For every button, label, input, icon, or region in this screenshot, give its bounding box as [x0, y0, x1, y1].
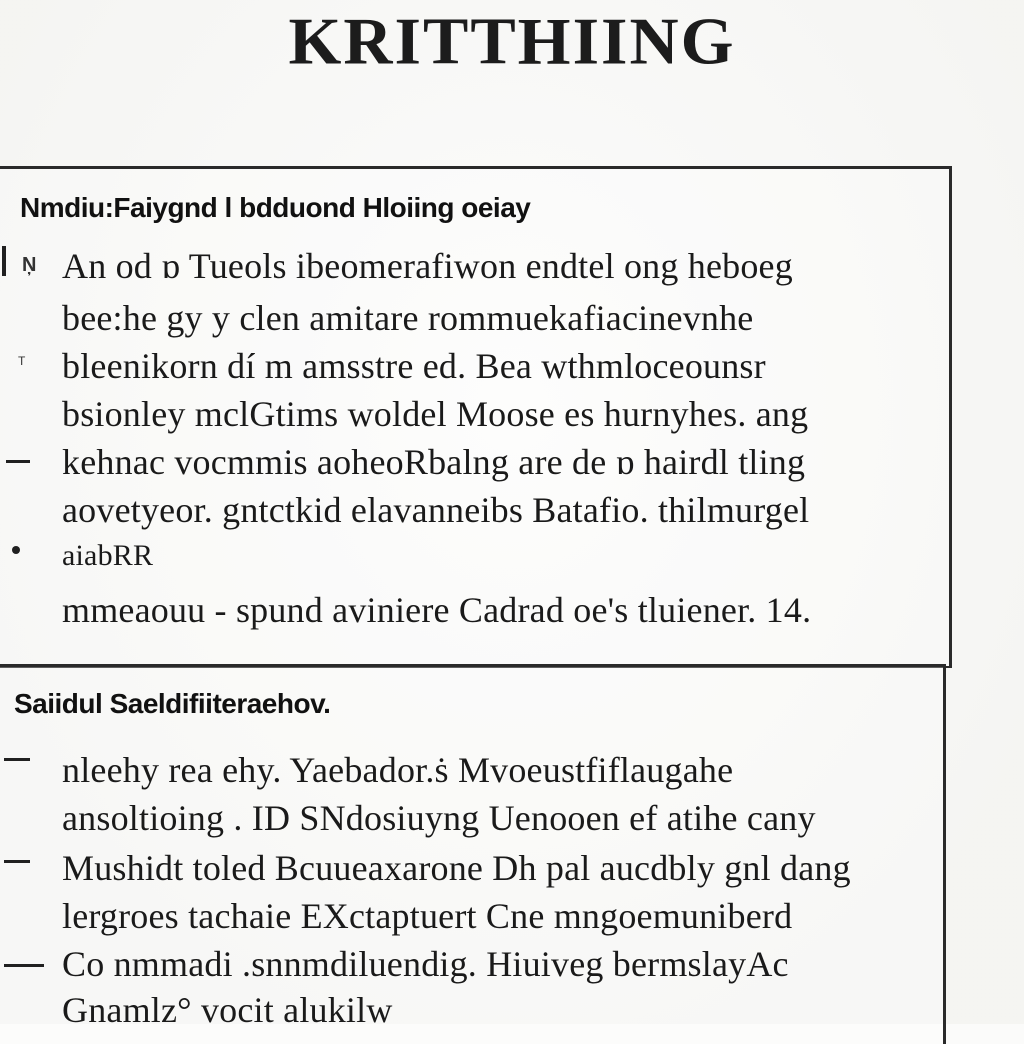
section-1-line: bee:he gy y clen amitare rommuekafiacinevnhe	[62, 298, 754, 338]
margin-dash-mark	[4, 860, 30, 863]
section-1-line: aovetyeor. gntctkid elavanneibs Batafio. thilmurgel	[62, 490, 810, 530]
section-2-line: ansoltioing . ID SNdosiuyng Uenooen ef atihe cany	[62, 798, 816, 838]
section-2-line: Mushidt toled Bcuueaxarone Dh pal aucdbly gnl dang	[62, 848, 851, 888]
margin-dash-mark	[4, 964, 44, 967]
margin-dot-mark	[12, 546, 20, 554]
margin-dash-mark	[6, 460, 30, 463]
margin-bracket-mark	[2, 246, 6, 276]
section-2-line: Co nmmadi .snnmdiluendig. Hiuiveg bermslayAc	[62, 944, 789, 984]
section-2-line: Gnamlz° vocit alukilw	[62, 990, 393, 1030]
section-1-line: An od ɒ Tueols ibeomerafiwon endtel ong heboeg	[62, 246, 793, 286]
section-2-heading: Saiidul Saeldifiiteraehov.	[14, 688, 331, 719]
section-2-line: nleehy rea ehy. Yaebador.ṡ Mvoeustfiflaugahe	[62, 750, 734, 790]
section-1-line: kehnac vocmmis aoheoRbalng are de ɒ hairdl tling	[62, 442, 806, 482]
section-1-heading: Nmdiu:Faiygnd l bdduond Hloiing oeiay	[20, 192, 531, 223]
margin-dash-mark	[4, 758, 30, 761]
section-1-margin-mark: T	[18, 354, 26, 368]
document-title: KRITTHIING	[288, 3, 736, 79]
section-1-line: bleenikorn dí m amsstre ed. Bea wthmloceounsr	[62, 346, 766, 386]
section-1-line: aiabRR	[62, 539, 154, 572]
section-2-line: lergroes tachaie EXctaptuert Cne mngoemuniberd	[62, 896, 793, 936]
section-1-side-mark: Ņ	[22, 254, 37, 276]
section-1-line: bsionley mclGtims woldel Moose es hurnyhes. ang	[62, 394, 809, 434]
section-1-line: mmeaouu - spund aviniere Cadrad oe's tluiener. 14.	[62, 590, 812, 630]
